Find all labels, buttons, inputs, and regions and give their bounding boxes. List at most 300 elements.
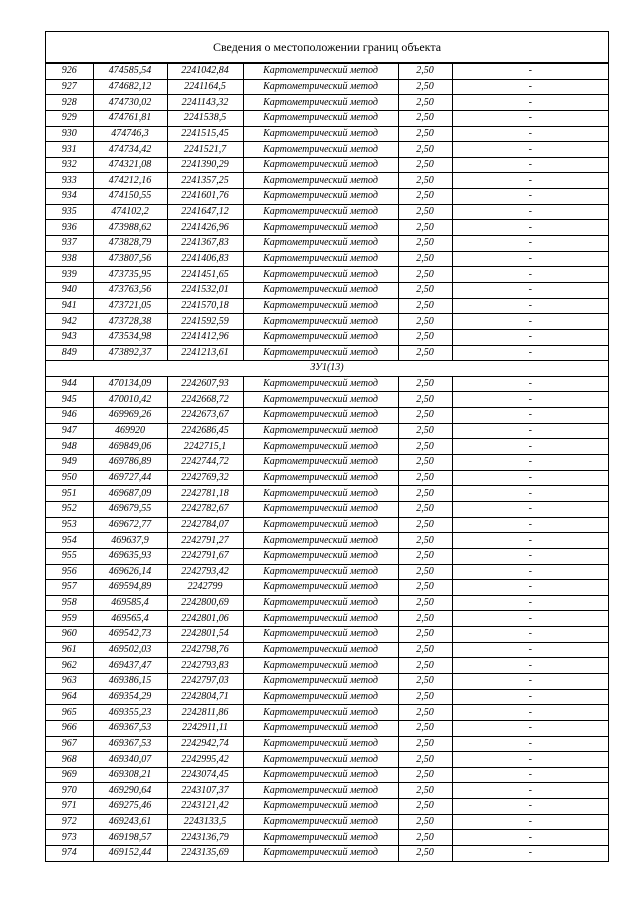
method-cell: Картометрический метод bbox=[243, 673, 398, 689]
table-row bbox=[46, 345, 608, 361]
x-coordinate: 469565,4 bbox=[93, 611, 167, 627]
method-cell: Картометрический метод bbox=[243, 470, 398, 486]
y-coordinate: 2241367,83 bbox=[167, 236, 243, 252]
description-cell: - bbox=[452, 830, 608, 846]
y-coordinate: 2241521,7 bbox=[167, 142, 243, 158]
method-cell: Картометрический метод bbox=[243, 110, 398, 126]
accuracy-cell: 2,50 bbox=[398, 376, 452, 392]
table-row bbox=[46, 564, 608, 580]
point-number: 955 bbox=[46, 548, 93, 564]
method-cell: Картометрический метод bbox=[243, 501, 398, 517]
method-cell: Картометрический метод bbox=[243, 345, 398, 361]
method-cell: Картометрический метод bbox=[243, 846, 398, 861]
point-number: 972 bbox=[46, 814, 93, 830]
x-coordinate: 469635,93 bbox=[93, 548, 167, 564]
table-row bbox=[46, 658, 608, 674]
x-coordinate: 469198,57 bbox=[93, 830, 167, 846]
accuracy-cell: 2,50 bbox=[398, 486, 452, 502]
method-cell: Картометрический метод bbox=[243, 814, 398, 830]
table-row bbox=[46, 79, 608, 95]
table-row bbox=[46, 486, 608, 502]
x-coordinate: 473735,95 bbox=[93, 267, 167, 283]
table-row bbox=[46, 157, 608, 173]
x-coordinate: 469275,46 bbox=[93, 799, 167, 815]
description-cell: - bbox=[452, 314, 608, 330]
table-row bbox=[46, 251, 608, 267]
x-coordinate: 469542,73 bbox=[93, 627, 167, 643]
y-coordinate: 2242801,06 bbox=[167, 611, 243, 627]
description-cell: - bbox=[452, 345, 608, 361]
x-coordinate: 470010,42 bbox=[93, 392, 167, 408]
table-row bbox=[46, 314, 608, 330]
description-cell: - bbox=[452, 517, 608, 533]
point-number: 932 bbox=[46, 157, 93, 173]
method-cell: Картометрический метод bbox=[243, 627, 398, 643]
description-cell: - bbox=[452, 627, 608, 643]
point-number: 967 bbox=[46, 736, 93, 752]
accuracy-cell: 2,50 bbox=[398, 470, 452, 486]
y-coordinate: 2242911,11 bbox=[167, 720, 243, 736]
table-row bbox=[46, 236, 608, 252]
description-cell: - bbox=[452, 204, 608, 220]
accuracy-cell: 2,50 bbox=[398, 408, 452, 424]
point-number: 964 bbox=[46, 689, 93, 705]
y-coordinate: 2242769,32 bbox=[167, 470, 243, 486]
x-coordinate: 474150,55 bbox=[93, 189, 167, 205]
x-coordinate: 469152,44 bbox=[93, 846, 167, 861]
x-coordinate: 469290,64 bbox=[93, 783, 167, 799]
y-coordinate: 2242607,93 bbox=[167, 376, 243, 392]
accuracy-cell: 2,50 bbox=[398, 548, 452, 564]
accuracy-cell: 2,50 bbox=[398, 501, 452, 517]
x-coordinate: 469308,21 bbox=[93, 767, 167, 783]
x-coordinate: 470134,09 bbox=[93, 376, 167, 392]
x-coordinate: 473728,38 bbox=[93, 314, 167, 330]
method-cell: Картометрический метод bbox=[243, 736, 398, 752]
y-coordinate: 2242801,54 bbox=[167, 627, 243, 643]
point-number: 951 bbox=[46, 486, 93, 502]
accuracy-cell: 2,50 bbox=[398, 329, 452, 345]
method-cell: Картометрический метод bbox=[243, 580, 398, 596]
point-number: 941 bbox=[46, 298, 93, 314]
description-cell: - bbox=[452, 95, 608, 111]
table-row bbox=[46, 799, 608, 815]
table-row bbox=[46, 611, 608, 627]
method-cell: Картометрический метод bbox=[243, 408, 398, 424]
x-coordinate: 473988,62 bbox=[93, 220, 167, 236]
y-coordinate: 2241532,01 bbox=[167, 282, 243, 298]
description-cell: - bbox=[452, 720, 608, 736]
x-coordinate: 469626,14 bbox=[93, 564, 167, 580]
point-number: 963 bbox=[46, 673, 93, 689]
y-coordinate: 2242798,76 bbox=[167, 642, 243, 658]
accuracy-cell: 2,50 bbox=[398, 799, 452, 815]
x-coordinate: 469355,23 bbox=[93, 705, 167, 721]
method-cell: Картометрический метод bbox=[243, 282, 398, 298]
point-number: 968 bbox=[46, 752, 93, 768]
x-coordinate: 474746,3 bbox=[93, 126, 167, 142]
point-number: 931 bbox=[46, 142, 93, 158]
method-cell: Картометрический метод bbox=[243, 157, 398, 173]
accuracy-cell: 2,50 bbox=[398, 533, 452, 549]
point-number: 946 bbox=[46, 408, 93, 424]
x-coordinate: 474585,54 bbox=[93, 64, 167, 80]
description-cell: - bbox=[452, 392, 608, 408]
accuracy-cell: 2,50 bbox=[398, 110, 452, 126]
x-coordinate: 469672,77 bbox=[93, 517, 167, 533]
x-coordinate: 474102,2 bbox=[93, 204, 167, 220]
x-coordinate: 469340,07 bbox=[93, 752, 167, 768]
x-coordinate: 469679,55 bbox=[93, 501, 167, 517]
y-coordinate: 2241390,29 bbox=[167, 157, 243, 173]
table-row bbox=[46, 455, 608, 471]
method-cell: Картометрический метод bbox=[243, 189, 398, 205]
method-cell: Картометрический метод bbox=[243, 173, 398, 189]
point-number: 959 bbox=[46, 611, 93, 627]
method-cell: Картометрический метод bbox=[243, 752, 398, 768]
y-coordinate: 2242793,42 bbox=[167, 564, 243, 580]
table-row bbox=[46, 533, 608, 549]
point-number: 960 bbox=[46, 627, 93, 643]
y-coordinate: 2241647,12 bbox=[167, 204, 243, 220]
method-cell: Картометрический метод bbox=[243, 548, 398, 564]
x-coordinate: 469849,06 bbox=[93, 439, 167, 455]
point-number: 965 bbox=[46, 705, 93, 721]
description-cell: - bbox=[452, 642, 608, 658]
point-number: 971 bbox=[46, 799, 93, 815]
y-coordinate: 2241601,76 bbox=[167, 189, 243, 205]
x-coordinate: 469437,47 bbox=[93, 658, 167, 674]
point-number: 954 bbox=[46, 533, 93, 549]
y-coordinate: 2242686,45 bbox=[167, 423, 243, 439]
method-cell: Картометрический метод bbox=[243, 267, 398, 283]
point-number: 944 bbox=[46, 376, 93, 392]
accuracy-cell: 2,50 bbox=[398, 64, 452, 80]
table-row bbox=[46, 720, 608, 736]
coordinates-table bbox=[46, 63, 608, 861]
point-number: 928 bbox=[46, 95, 93, 111]
accuracy-cell: 2,50 bbox=[398, 157, 452, 173]
method-cell: Картометрический метод bbox=[243, 142, 398, 158]
x-coordinate: 469354,29 bbox=[93, 689, 167, 705]
method-cell: Картометрический метод bbox=[243, 126, 398, 142]
y-coordinate: 2241451,65 bbox=[167, 267, 243, 283]
accuracy-cell: 2,50 bbox=[398, 658, 452, 674]
description-cell: - bbox=[452, 408, 608, 424]
point-number: 938 bbox=[46, 251, 93, 267]
point-number: 935 bbox=[46, 204, 93, 220]
method-cell: Картометрический метод bbox=[243, 79, 398, 95]
y-coordinate: 2243135,69 bbox=[167, 846, 243, 861]
accuracy-cell: 2,50 bbox=[398, 627, 452, 643]
table-row bbox=[46, 830, 608, 846]
y-coordinate: 2243133,5 bbox=[167, 814, 243, 830]
table-row bbox=[46, 501, 608, 517]
table-row bbox=[46, 173, 608, 189]
table-row bbox=[46, 298, 608, 314]
table-row bbox=[46, 64, 608, 80]
table-row bbox=[46, 329, 608, 345]
description-cell: - bbox=[452, 298, 608, 314]
method-cell: Картометрический метод bbox=[243, 423, 398, 439]
x-coordinate: 469920 bbox=[93, 423, 167, 439]
point-number: 940 bbox=[46, 282, 93, 298]
table-row bbox=[46, 376, 608, 392]
accuracy-cell: 2,50 bbox=[398, 204, 452, 220]
x-coordinate: 469687,09 bbox=[93, 486, 167, 502]
point-number: 949 bbox=[46, 455, 93, 471]
method-cell: Картометрический метод bbox=[243, 298, 398, 314]
description-cell: - bbox=[452, 126, 608, 142]
y-coordinate: 2242784,07 bbox=[167, 517, 243, 533]
x-coordinate: 474730,02 bbox=[93, 95, 167, 111]
method-cell: Картометрический метод bbox=[243, 64, 398, 80]
y-coordinate: 2242793,83 bbox=[167, 658, 243, 674]
y-coordinate: 2242715,1 bbox=[167, 439, 243, 455]
accuracy-cell: 2,50 bbox=[398, 236, 452, 252]
x-coordinate: 473721,05 bbox=[93, 298, 167, 314]
description-cell: - bbox=[452, 611, 608, 627]
method-cell: Картометрический метод bbox=[243, 564, 398, 580]
description-cell: - bbox=[452, 501, 608, 517]
description-cell: - bbox=[452, 783, 608, 799]
accuracy-cell: 2,50 bbox=[398, 642, 452, 658]
point-number: 953 bbox=[46, 517, 93, 533]
accuracy-cell: 2,50 bbox=[398, 189, 452, 205]
accuracy-cell: 2,50 bbox=[398, 767, 452, 783]
section-row bbox=[46, 361, 608, 377]
accuracy-cell: 2,50 bbox=[398, 736, 452, 752]
accuracy-cell: 2,50 bbox=[398, 611, 452, 627]
method-cell: Картометрический метод bbox=[243, 783, 398, 799]
table-row bbox=[46, 142, 608, 158]
accuracy-cell: 2,50 bbox=[398, 423, 452, 439]
point-number: 970 bbox=[46, 783, 93, 799]
x-coordinate: 473534,98 bbox=[93, 329, 167, 345]
x-coordinate: 473828,79 bbox=[93, 236, 167, 252]
accuracy-cell: 2,50 bbox=[398, 720, 452, 736]
point-number: 943 bbox=[46, 329, 93, 345]
table-row bbox=[46, 689, 608, 705]
description-cell: - bbox=[452, 752, 608, 768]
table-row bbox=[46, 580, 608, 596]
method-cell: Картометрический метод bbox=[243, 799, 398, 815]
y-coordinate: 2242811,86 bbox=[167, 705, 243, 721]
method-cell: Картометрический метод bbox=[243, 689, 398, 705]
x-coordinate: 474212,16 bbox=[93, 173, 167, 189]
method-cell: Картометрический метод bbox=[243, 517, 398, 533]
y-coordinate: 2242781,18 bbox=[167, 486, 243, 502]
section-label: ЗУ1(13) bbox=[46, 361, 608, 377]
table-row bbox=[46, 408, 608, 424]
point-number: 926 bbox=[46, 64, 93, 80]
description-cell: - bbox=[452, 157, 608, 173]
table-row bbox=[46, 439, 608, 455]
y-coordinate: 2241042,84 bbox=[167, 64, 243, 80]
y-coordinate: 2241592,59 bbox=[167, 314, 243, 330]
y-coordinate: 2242804,71 bbox=[167, 689, 243, 705]
method-cell: Картометрический метод bbox=[243, 220, 398, 236]
accuracy-cell: 2,50 bbox=[398, 783, 452, 799]
y-coordinate: 2242995,42 bbox=[167, 752, 243, 768]
description-cell: - bbox=[452, 673, 608, 689]
description-cell: - bbox=[452, 376, 608, 392]
accuracy-cell: 2,50 bbox=[398, 95, 452, 111]
point-number: 966 bbox=[46, 720, 93, 736]
method-cell: Картометрический метод bbox=[243, 705, 398, 721]
point-number: 961 bbox=[46, 642, 93, 658]
method-cell: Картометрический метод bbox=[243, 455, 398, 471]
table-row bbox=[46, 267, 608, 283]
y-coordinate: 2242791,27 bbox=[167, 533, 243, 549]
x-coordinate: 469727,44 bbox=[93, 470, 167, 486]
accuracy-cell: 2,50 bbox=[398, 142, 452, 158]
description-cell: - bbox=[452, 470, 608, 486]
table-row bbox=[46, 189, 608, 205]
description-cell: - bbox=[452, 580, 608, 596]
accuracy-cell: 2,50 bbox=[398, 345, 452, 361]
y-coordinate: 2243136,79 bbox=[167, 830, 243, 846]
table-row bbox=[46, 705, 608, 721]
table-row bbox=[46, 673, 608, 689]
description-cell: - bbox=[452, 595, 608, 611]
point-number: 957 bbox=[46, 580, 93, 596]
table-row bbox=[46, 767, 608, 783]
accuracy-cell: 2,50 bbox=[398, 814, 452, 830]
table-row bbox=[46, 736, 608, 752]
description-cell: - bbox=[452, 220, 608, 236]
table-row bbox=[46, 642, 608, 658]
y-coordinate: 2242668,72 bbox=[167, 392, 243, 408]
method-cell: Картометрический метод bbox=[243, 642, 398, 658]
accuracy-cell: 2,50 bbox=[398, 689, 452, 705]
description-cell: - bbox=[452, 423, 608, 439]
accuracy-cell: 2,50 bbox=[398, 298, 452, 314]
point-number: 930 bbox=[46, 126, 93, 142]
y-coordinate: 2242744,72 bbox=[167, 455, 243, 471]
method-cell: Картометрический метод bbox=[243, 533, 398, 549]
description-cell: - bbox=[452, 142, 608, 158]
description-cell: - bbox=[452, 110, 608, 126]
table-row bbox=[46, 282, 608, 298]
point-number: 934 bbox=[46, 189, 93, 205]
x-coordinate: 474321,08 bbox=[93, 157, 167, 173]
point-number: 927 bbox=[46, 79, 93, 95]
x-coordinate: 474682,12 bbox=[93, 79, 167, 95]
description-cell: - bbox=[452, 564, 608, 580]
coordinates-sheet bbox=[45, 31, 609, 862]
point-number: 969 bbox=[46, 767, 93, 783]
description-cell: - bbox=[452, 251, 608, 267]
description-cell: - bbox=[452, 64, 608, 80]
y-coordinate: 2241164,5 bbox=[167, 79, 243, 95]
x-coordinate: 469969,26 bbox=[93, 408, 167, 424]
point-number: 948 bbox=[46, 439, 93, 455]
table-row bbox=[46, 752, 608, 768]
accuracy-cell: 2,50 bbox=[398, 126, 452, 142]
y-coordinate: 2241412,96 bbox=[167, 329, 243, 345]
table-row bbox=[46, 110, 608, 126]
description-cell: - bbox=[452, 799, 608, 815]
description-cell: - bbox=[452, 236, 608, 252]
y-coordinate: 2243107,37 bbox=[167, 783, 243, 799]
y-coordinate: 2243121,42 bbox=[167, 799, 243, 815]
method-cell: Картометрический метод bbox=[243, 720, 398, 736]
method-cell: Картометрический метод bbox=[243, 486, 398, 502]
x-coordinate: 474734,42 bbox=[93, 142, 167, 158]
accuracy-cell: 2,50 bbox=[398, 392, 452, 408]
y-coordinate: 2242673,67 bbox=[167, 408, 243, 424]
table-row bbox=[46, 846, 608, 861]
y-coordinate: 2241570,18 bbox=[167, 298, 243, 314]
description-cell: - bbox=[452, 173, 608, 189]
point-number: 942 bbox=[46, 314, 93, 330]
method-cell: Картометрический метод bbox=[243, 95, 398, 111]
table-row bbox=[46, 517, 608, 533]
point-number: 929 bbox=[46, 110, 93, 126]
description-cell: - bbox=[452, 767, 608, 783]
point-number: 933 bbox=[46, 173, 93, 189]
description-cell: - bbox=[452, 705, 608, 721]
description-cell: - bbox=[452, 658, 608, 674]
y-coordinate: 2241406,83 bbox=[167, 251, 243, 267]
y-coordinate: 2242942,74 bbox=[167, 736, 243, 752]
accuracy-cell: 2,50 bbox=[398, 173, 452, 189]
description-cell: - bbox=[452, 282, 608, 298]
x-coordinate: 473763,56 bbox=[93, 282, 167, 298]
x-coordinate: 469367,53 bbox=[93, 736, 167, 752]
description-cell: - bbox=[452, 736, 608, 752]
description-cell: - bbox=[452, 846, 608, 861]
point-number: 956 bbox=[46, 564, 93, 580]
method-cell: Картометрический метод bbox=[243, 392, 398, 408]
table-row bbox=[46, 423, 608, 439]
table-row bbox=[46, 627, 608, 643]
accuracy-cell: 2,50 bbox=[398, 705, 452, 721]
method-cell: Картометрический метод bbox=[243, 376, 398, 392]
accuracy-cell: 2,50 bbox=[398, 79, 452, 95]
point-number: 945 bbox=[46, 392, 93, 408]
description-cell: - bbox=[452, 689, 608, 705]
accuracy-cell: 2,50 bbox=[398, 439, 452, 455]
table-row bbox=[46, 814, 608, 830]
x-coordinate: 469786,89 bbox=[93, 455, 167, 471]
y-coordinate: 2242797,03 bbox=[167, 673, 243, 689]
method-cell: Картометрический метод bbox=[243, 236, 398, 252]
description-cell: - bbox=[452, 548, 608, 564]
table-row bbox=[46, 783, 608, 799]
document-title: Сведения о местоположении границ объекта bbox=[46, 32, 608, 63]
accuracy-cell: 2,50 bbox=[398, 220, 452, 236]
description-cell: - bbox=[452, 814, 608, 830]
x-coordinate: 469502,03 bbox=[93, 642, 167, 658]
x-coordinate: 469585,4 bbox=[93, 595, 167, 611]
table-row bbox=[46, 595, 608, 611]
table-row bbox=[46, 470, 608, 486]
point-number: 937 bbox=[46, 236, 93, 252]
accuracy-cell: 2,50 bbox=[398, 282, 452, 298]
method-cell: Картометрический метод bbox=[243, 830, 398, 846]
y-coordinate: 2241426,96 bbox=[167, 220, 243, 236]
accuracy-cell: 2,50 bbox=[398, 517, 452, 533]
point-number: 849 bbox=[46, 345, 93, 361]
table-row bbox=[46, 95, 608, 111]
accuracy-cell: 2,50 bbox=[398, 251, 452, 267]
point-number: 962 bbox=[46, 658, 93, 674]
method-cell: Картометрический метод bbox=[243, 314, 398, 330]
y-coordinate: 2242799 bbox=[167, 580, 243, 596]
y-coordinate: 2241538,5 bbox=[167, 110, 243, 126]
